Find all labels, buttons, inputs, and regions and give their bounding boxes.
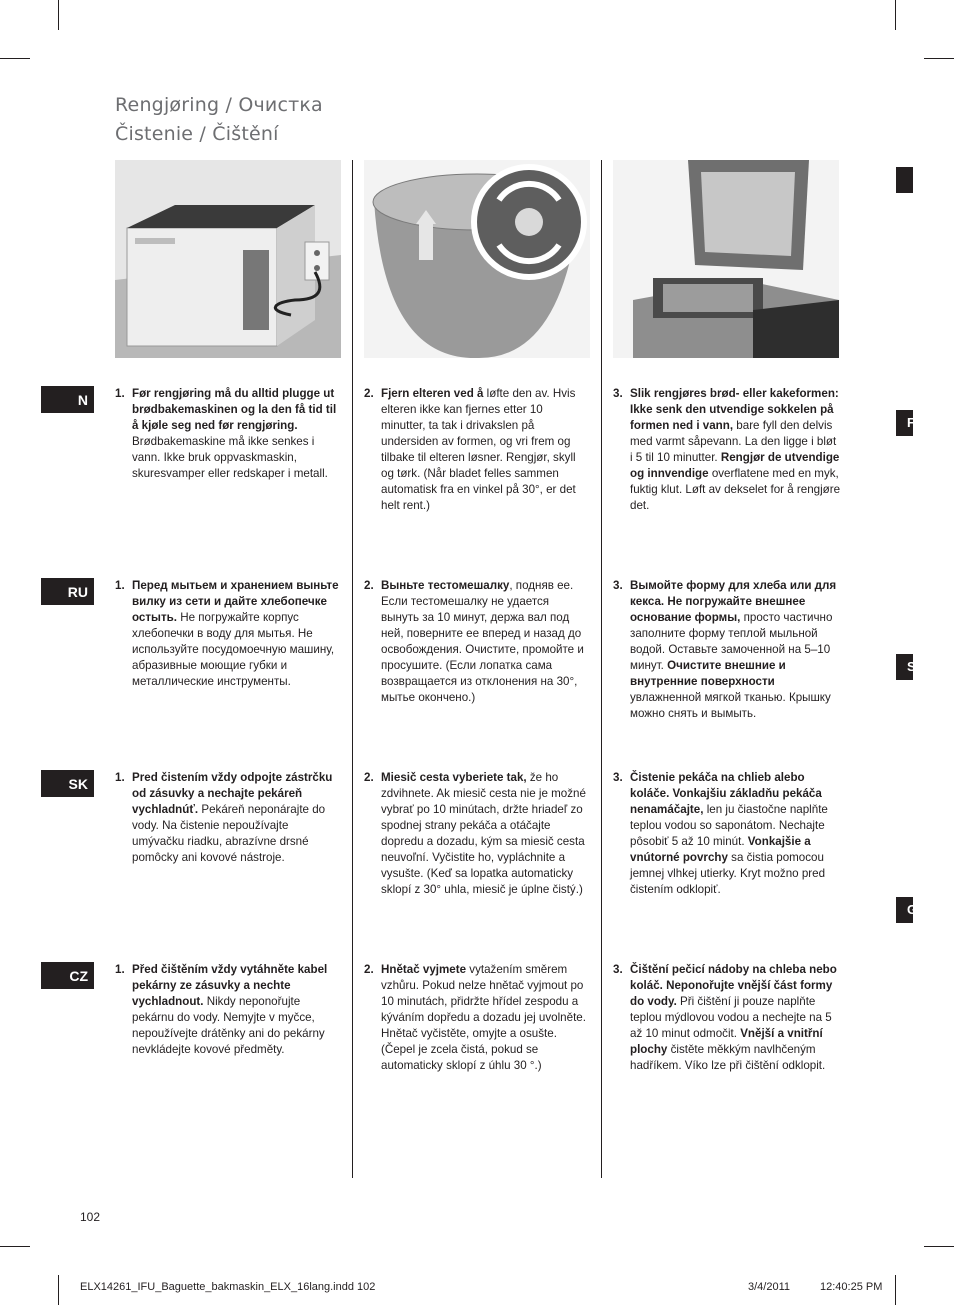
step-text: vytažením směrem vzhůru. Pokud nelze hnětač vyjmout po 10 minutách, přidržte hřídel zespodu a kýváním dopředu a dozadu jej uvolněte. Hnětač vyčistěte, omyjte a osušte. (Čepel je zcela čistá, pokud se automaticky sklopí z úhlu 30 °.): [381, 963, 586, 1072]
step-number: 1.: [115, 771, 125, 784]
side-tab: G: [896, 897, 913, 923]
step-text-bold: Vonkajšie a vnútorné povrchy: [630, 835, 811, 864]
instruction-step: [613, 578, 841, 722]
instruction-step: [115, 578, 343, 690]
crop-mark: [58, 0, 59, 30]
step-text-bold: Čištění pečicí nádoby na chleba nebo koláč. Neponořujte vnější část formy do vody.: [630, 963, 837, 1008]
language-tab-sk: SK: [41, 770, 94, 797]
instruction-step: [115, 386, 343, 482]
step-text: увлажненной мягкой тканью. Крышку можно снять и вымыть.: [630, 691, 831, 720]
crop-mark: [0, 58, 30, 59]
step-number: 3.: [613, 579, 623, 592]
step-text-bold: Вымойте форму для хлеба или для кекса. Не погружайте внешнее основание формы,: [630, 579, 837, 624]
crop-mark: [924, 1246, 954, 1247]
step-number: 2.: [364, 387, 374, 400]
step-text: løfte den av. Hvis elteren ikke kan fjernes etter 10 minutter, ta tak i drivakslen på undersiden av formen, og vri frem og tilbake til elteren løsner. Rengjør, skyll og tørk. (Når bladet felles sammen automatisk fra en vinkel på 30°, er det helt rent.): [381, 387, 576, 512]
side-tab: S: [896, 654, 913, 680]
step-text: Brødbakemaskine må ikke senkes i vann. Ikke bruk oppvaskmaskin, skuresvamper eller redskaper i metall.: [132, 435, 328, 480]
crop-mark: [924, 58, 954, 59]
instruction-step: [364, 386, 590, 514]
instruction-step: [613, 386, 841, 514]
page-number: 102: [80, 1210, 101, 1224]
step-text: Не погружайте корпус хлебопечки в воду для мытья. Не используйте посудомоечную машину, абразивные моющие губки и металлические инструменты.: [132, 611, 335, 688]
photo-bread-pan-cleaning: [613, 160, 839, 358]
step-number: 2.: [364, 963, 374, 976]
step-text: bare fyll den delvis med varmt såpevann. La den ligge i bløt i 5 til 10 minutter.: [630, 419, 837, 464]
language-tab-cz: CZ: [41, 962, 94, 989]
step-text: Pekáreň neponárajte do vody. Na čistenie nepoužívajte umývačku riadku, abrazívne drsné pomôcky ani kovové nástroje.: [132, 803, 326, 864]
column-divider: [352, 160, 353, 1178]
step-text: že ho zdvihnete. Ak miesič cesta nie je možné vybrať po 10 minútach, držte hriadeľ zo spodnej strany pekáča a otáčajte dopredu a dozadu, kým sa miesič cesta neuvoľní. Vyčistite ho, vypláchnite a vysušte. (Keď sa lopatka automaticky sklopí z 30° uhla, miesič je úplne čistý.): [381, 771, 586, 896]
page-title: Rengjøring / Очистка: [115, 94, 323, 116]
footer-time: 12:40:25 PM: [820, 1281, 883, 1293]
step-number: 3.: [613, 771, 623, 784]
photo-kneader-removal: [364, 160, 590, 358]
step-number: 2.: [364, 579, 374, 592]
instruction-step: [364, 578, 590, 706]
crop-mark: [0, 1246, 30, 1247]
footer-date: 3/4/2011: [748, 1281, 791, 1293]
footer-file: ELX14261_IFU_Baguette_bakmaskin_ELX_16lang.indd 102: [80, 1281, 376, 1293]
step-text-bold: Hnětač vyjmete: [381, 963, 467, 976]
step-number: 2.: [364, 771, 374, 784]
step-text: Nikdy neponořujte pekárnu do vody. Nemyjte v myčce, nepoužívejte drátěnky ani do pekárny nevkládejte kovové předměty.: [132, 995, 325, 1056]
step-text: sa čistia pomocou jemnej vlhkej utierky. Kryt možno pred čistením odklopiť.: [630, 851, 826, 896]
instruction-step: [613, 962, 841, 1074]
instruction-step: [115, 770, 343, 866]
step-text: просто частично заполните форму теплой мыльной водой. Оставьте замоченной на 5–10 минут.: [630, 611, 833, 672]
crop-mark: [895, 0, 896, 30]
step-text: , подняв ее. Если тестомешалку не удается вынуть за 10 минут, держа вал под ней, поверните ее вперед и назад до освобождения. Очистите, промойте и просушите. (Если лопатка сама возвращается из отклонения на 30°, мытье окончено.): [381, 579, 584, 704]
step-number: 1.: [115, 579, 125, 592]
step-text-bold: Vnější a vnitřní plochy: [630, 1027, 823, 1056]
step-text-bold: Čistenie pekáča na chlieb alebo koláče. Vonkajšiu základňu pekáča nenamáčajte,: [630, 771, 822, 816]
step-text-bold: Slik rengjøres brød- eller kakeformen: Ikke senk den utvendige sokkelen på formen ned i vann,: [630, 387, 839, 432]
photo-bread-maker-unplug: [115, 160, 341, 358]
step-text-bold: Pred čistením vždy odpojte zástrčku od zásuvky a nechajte pekáreň vychladnúť.: [132, 771, 333, 816]
step-text-bold: Перед мытьем и хранением выньте вилку из сети и дайте хлебопечке остыть.: [132, 579, 339, 624]
step-number: 1.: [115, 963, 125, 976]
step-text-bold: Выньте тестомешалку: [381, 579, 510, 592]
language-tab-n: N: [41, 386, 94, 413]
language-tab-ru: RU: [41, 578, 94, 605]
instruction-step: [364, 770, 590, 898]
step-number: 1.: [115, 387, 125, 400]
page-subtitle: Čistenie / Čištění: [115, 123, 279, 145]
step-number: 3.: [613, 963, 623, 976]
step-text: Při čištění ji pouze naplňte teplou mýdlovou vodou a nechejte na 5 až 10 minut odmočit.: [630, 995, 832, 1040]
step-text: len ju čiastočne naplňte teplou vodou so saponátom. Nechajte pôsobiť 5 až 10 minút.: [630, 803, 828, 848]
step-text-bold: Очистите внешние и внутренние поверхности: [630, 659, 786, 688]
step-text-bold: Miesič cesta vyberiete tak,: [381, 771, 527, 784]
step-text-bold: Před čištěním vždy vytáhněte kabel pekárny ze zásuvky a nechte vychladnout.: [132, 963, 328, 1008]
step-text-bold: Fjern elteren ved å: [381, 387, 484, 400]
side-tab: [896, 167, 913, 193]
side-tab: F: [896, 410, 913, 436]
step-number: 3.: [613, 387, 623, 400]
instruction-step: [613, 770, 841, 898]
step-text-bold: Rengjør de utvendige og innvendige: [630, 451, 840, 480]
column-divider: [601, 160, 602, 1178]
crop-mark: [58, 1275, 59, 1305]
instruction-step: [364, 962, 590, 1074]
step-text-bold: Før rengjøring må du alltid plugge ut brødbakemaskinen og la den få tid til å kjøle seg ned før rengjøring.: [132, 387, 337, 432]
step-text: čistěte měkkým navlhčeným hadříkem. Víko lze při čištění odklopit.: [630, 1043, 826, 1072]
crop-mark: [895, 1275, 896, 1305]
step-text: overflatene med en myk, fuktig klut. Løft av dekselet for å rengjøre det.: [630, 467, 841, 512]
instruction-step: [115, 962, 343, 1058]
